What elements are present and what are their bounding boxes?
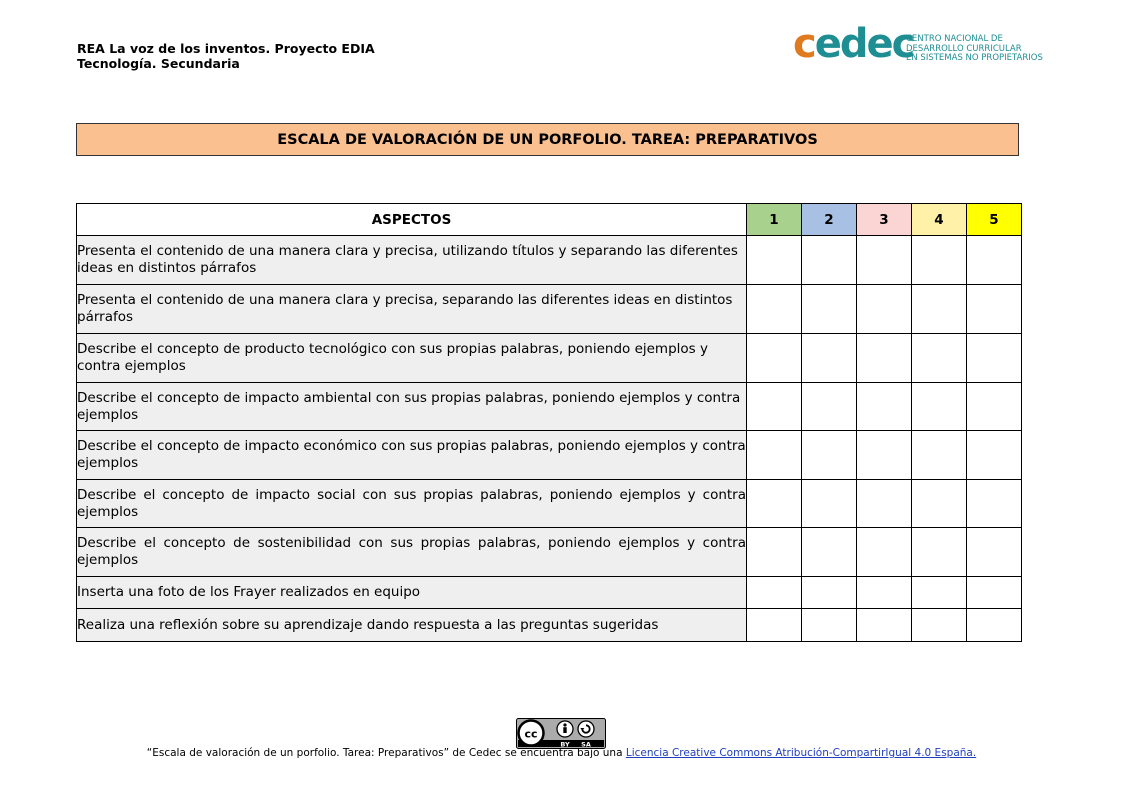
- score-cell[interactable]: [967, 334, 1022, 383]
- score-cell[interactable]: [802, 236, 857, 285]
- score-cell[interactable]: [802, 528, 857, 577]
- table-row: [77, 236, 1022, 285]
- svg-text:cc: cc: [524, 727, 538, 741]
- score-cell[interactable]: [802, 431, 857, 480]
- aspect-cell: Describe el concepto de impacto económico con sus propias palabras, poniendo ejemplos y contra ejemplos: [77, 431, 747, 480]
- score-cell[interactable]: [857, 383, 912, 431]
- logo-subtitle: CENTRO NACIONAL DE DESARROLLO CURRICULAR EN SISTEMAS NO PROPIETARIOS: [906, 34, 1043, 63]
- page-title: ESCALA DE VALORACIÓN DE UN PORFOLIO. TAREA: PREPARATIVOS: [76, 123, 1019, 156]
- table-row: [77, 609, 1022, 642]
- score-cell[interactable]: [857, 334, 912, 383]
- score-cell[interactable]: [857, 285, 912, 334]
- table-row: [77, 577, 1022, 609]
- score-cell[interactable]: [967, 480, 1022, 528]
- table-row: [77, 431, 1022, 480]
- score-cell[interactable]: [747, 528, 802, 577]
- aspect-cell: Describe el concepto de producto tecnológico con sus propias palabras, poniendo ejemplos y contra ejemplos: [77, 334, 747, 383]
- cc-by-sa-badge[interactable]: [516, 718, 606, 749]
- score-cell[interactable]: [912, 528, 967, 577]
- score-cell[interactable]: [912, 431, 967, 480]
- score-cell[interactable]: [912, 577, 967, 609]
- score-header: 5: [967, 204, 1022, 236]
- score-header: 3: [857, 204, 912, 236]
- license-text: “Escala de valoración de un porfolio. Tarea: Preparativos” de Cedec se encuentra bajo una: [146, 747, 626, 759]
- header-project: REA La voz de los inventos. Proyecto EDIA: [77, 41, 375, 56]
- score-cell[interactable]: [857, 609, 912, 642]
- score-cell[interactable]: [747, 577, 802, 609]
- score-cell[interactable]: [802, 577, 857, 609]
- score-cell[interactable]: [967, 528, 1022, 577]
- document-header: [77, 41, 375, 71]
- score-cell[interactable]: [802, 383, 857, 431]
- table-row: [77, 480, 1022, 528]
- aspect-cell: Describe el concepto de impacto ambiental con sus propias palabras, poniendo ejemplos y contra ejemplos: [77, 383, 747, 431]
- score-cell[interactable]: [802, 334, 857, 383]
- score-cell[interactable]: [967, 609, 1022, 642]
- score-cell[interactable]: [747, 609, 802, 642]
- license-credit: [0, 747, 1123, 759]
- score-cell[interactable]: [912, 480, 967, 528]
- table-row: [77, 285, 1022, 334]
- score-cell[interactable]: [747, 480, 802, 528]
- aspect-cell: Describe el concepto de impacto social con sus propias palabras, poniendo ejemplos y contra ejemplos: [77, 480, 747, 528]
- score-cell[interactable]: [747, 285, 802, 334]
- table-row: [77, 528, 1022, 577]
- score-cell[interactable]: [967, 383, 1022, 431]
- logo-wordmark: cedec: [793, 21, 914, 67]
- score-header: 2: [802, 204, 857, 236]
- score-cell[interactable]: [857, 236, 912, 285]
- score-cell[interactable]: [912, 609, 967, 642]
- score-cell[interactable]: [802, 480, 857, 528]
- score-cell[interactable]: [802, 285, 857, 334]
- score-cell[interactable]: [802, 609, 857, 642]
- aspect-cell: Inserta una foto de los Frayer realizados en equipo: [77, 577, 747, 609]
- table-header-row: [77, 204, 1022, 236]
- score-cell[interactable]: [857, 480, 912, 528]
- aspect-cell: Describe el concepto de sostenibilidad con sus propias palabras, poniendo ejemplos y contra ejemplos: [77, 528, 747, 577]
- score-cell[interactable]: [857, 528, 912, 577]
- rating-scale-table: [76, 203, 1022, 642]
- score-cell[interactable]: [747, 334, 802, 383]
- score-cell[interactable]: [857, 431, 912, 480]
- score-cell[interactable]: [967, 236, 1022, 285]
- license-link[interactable]: Licencia Creative Commons Atribución-CompartirIgual 4.0 España.: [625, 747, 977, 759]
- score-header: 1: [747, 204, 802, 236]
- score-cell[interactable]: [747, 236, 802, 285]
- score-cell[interactable]: [912, 334, 967, 383]
- table-row: [77, 334, 1022, 383]
- score-cell[interactable]: [912, 285, 967, 334]
- score-cell[interactable]: [967, 577, 1022, 609]
- score-cell[interactable]: [912, 236, 967, 285]
- score-header: 4: [912, 204, 967, 236]
- badge-by-label: BY: [560, 740, 570, 749]
- badge-sa-label: SA: [581, 740, 591, 749]
- aspect-cell: Presenta el contenido de una manera clara y precisa, utilizando títulos y separando las diferentes ideas en distintos párrafos: [77, 236, 747, 285]
- score-cell[interactable]: [912, 383, 967, 431]
- score-cell[interactable]: [747, 383, 802, 431]
- score-cell[interactable]: [967, 285, 1022, 334]
- aspect-cell: Realiza una reflexión sobre su aprendizaje dando respuesta a las preguntas sugeridas: [77, 609, 747, 642]
- score-cell[interactable]: [747, 431, 802, 480]
- aspect-cell: Presenta el contenido de una manera clara y precisa, separando las diferentes ideas en distintos párrafos: [77, 285, 747, 334]
- score-cell[interactable]: [857, 577, 912, 609]
- header-subject: Tecnología. Secundaria: [77, 56, 240, 71]
- aspects-header: ASPECTOS: [77, 204, 747, 236]
- score-cell[interactable]: [967, 431, 1022, 480]
- table-row: [77, 383, 1022, 431]
